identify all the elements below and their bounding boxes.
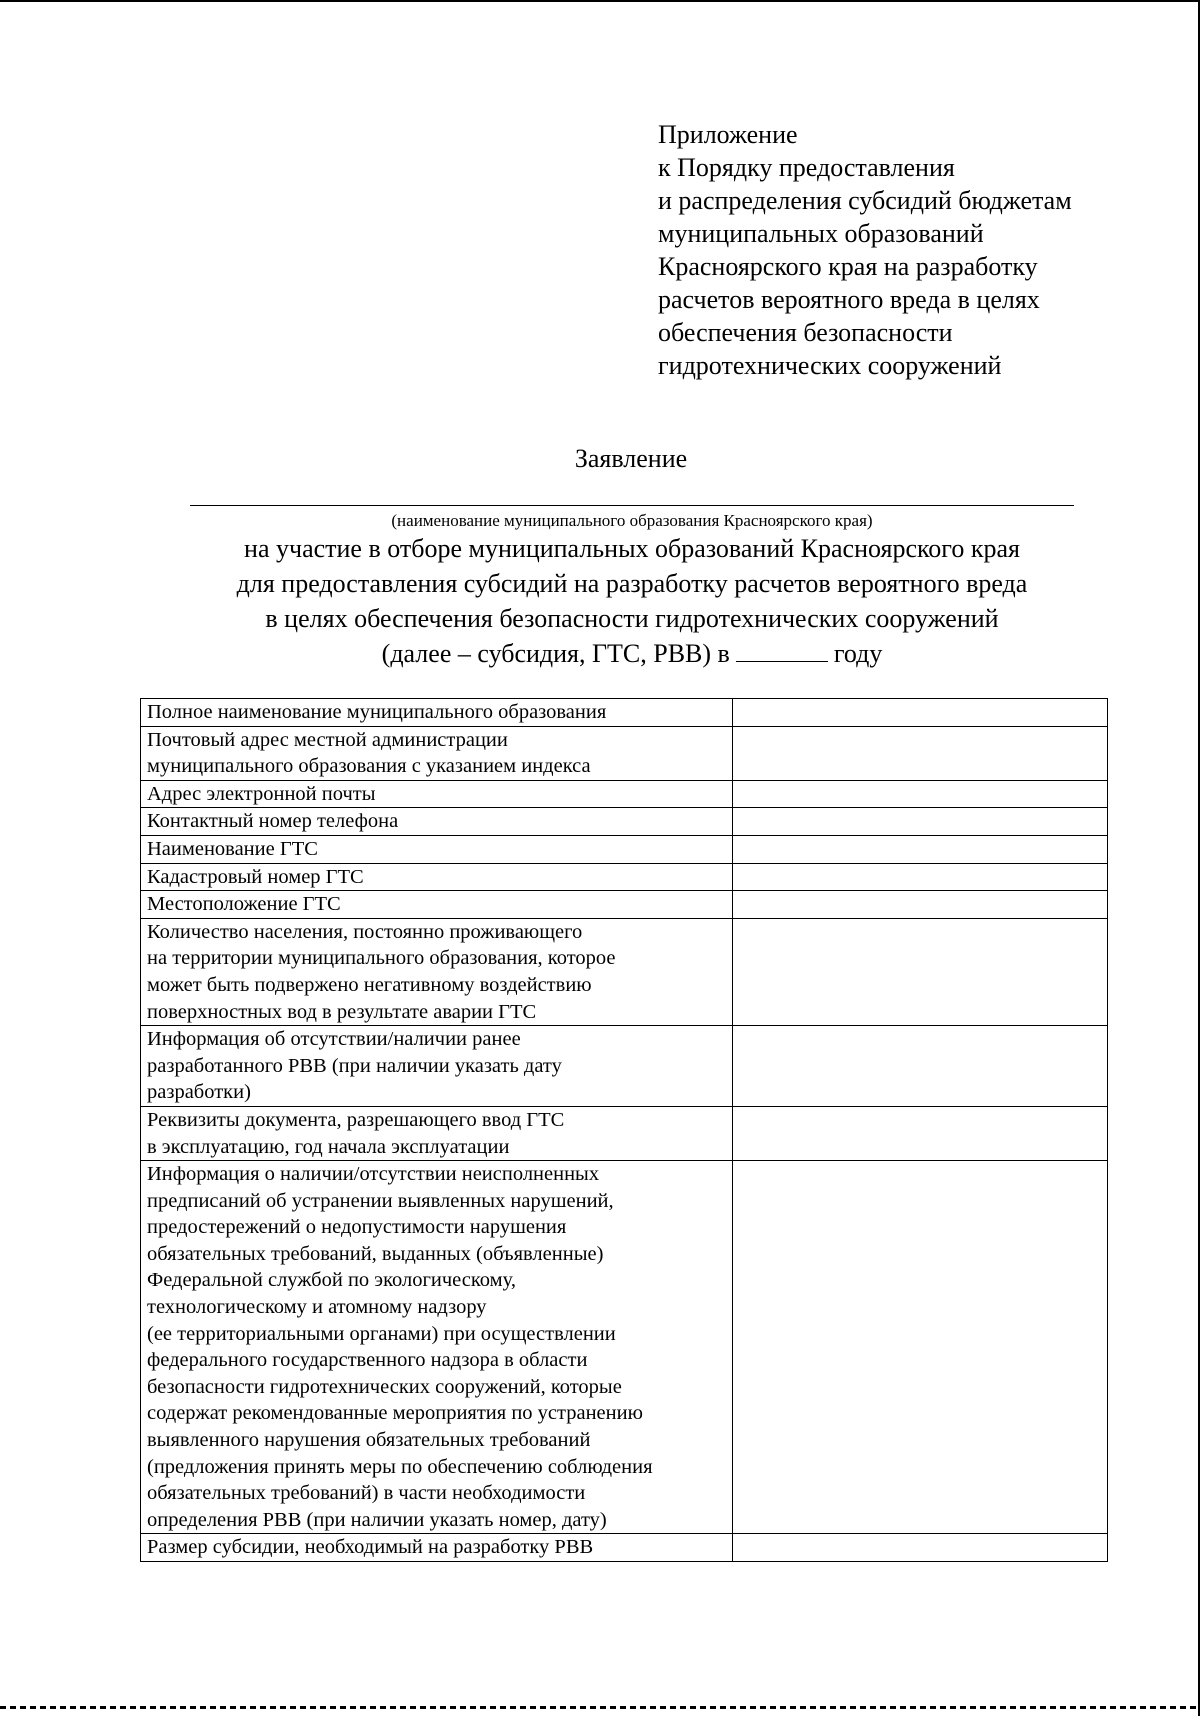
- form-field-value[interactable]: [732, 891, 1107, 919]
- form-field-label-line: Федеральной службой по экологическому,: [147, 1269, 516, 1292]
- subject-line: в целях обеспечения безопасности гидротехнических сооружений: [265, 604, 999, 633]
- municipality-name-blank[interactable]: [190, 505, 1074, 506]
- form-field-label: [141, 808, 733, 836]
- form-field-label-line: выявленного нарушения обязательных требований: [147, 1429, 591, 1452]
- form-field-label: [141, 1161, 733, 1534]
- form-field-label: [141, 891, 733, 919]
- form-field-label-line: обязательных требований) в части необходимости: [147, 1482, 586, 1505]
- subject-line-prefix: (далее – субсидия, ГТС, РВВ) в: [381, 639, 730, 668]
- form-field-label: [141, 699, 733, 727]
- form-field-label: [141, 1534, 733, 1562]
- form-field-label-line: Информация об отсутствии/наличии ранее: [147, 1028, 521, 1051]
- form-field-label-line: определения РВВ (при наличии указать номер, дату): [147, 1508, 607, 1531]
- form-field-label-line: Местоположение ГТС: [147, 893, 341, 916]
- appendix-line: и распределения субсидий бюджетам: [658, 186, 1072, 215]
- form-field-label-line: Информация о наличии/отсутствии неисполненных: [147, 1163, 600, 1186]
- subject-line: на участие в отборе муниципальных образований Красноярского края: [244, 534, 1020, 563]
- subject-line-suffix: году: [833, 639, 883, 668]
- application-form-table: [140, 698, 1108, 1562]
- form-row: [141, 891, 1108, 919]
- form-field-label-line: Почтовый адрес местной администрации: [147, 728, 508, 751]
- form-row: [141, 1026, 1108, 1107]
- appendix-heading: [658, 118, 1178, 382]
- form-field-value[interactable]: [732, 863, 1107, 891]
- form-row: [141, 726, 1108, 780]
- form-field-label-line: (ее территориальными органами) при осуществлении: [147, 1322, 616, 1345]
- form-field-value[interactable]: [732, 1106, 1107, 1160]
- appendix-line: муниципальных образований: [658, 219, 984, 248]
- form-field-label: [141, 1106, 733, 1160]
- form-field-value[interactable]: [732, 1026, 1107, 1107]
- form-row: [141, 1534, 1108, 1562]
- form-row: [141, 1161, 1108, 1534]
- subject-line: для предоставления субсидий на разработку расчетов вероятного вреда: [236, 569, 1028, 598]
- form-field-label-line: технологическому и атомному надзору: [147, 1296, 487, 1319]
- form-field-label-line: (предложения принять меры по обеспечению соблюдения: [147, 1455, 653, 1478]
- form-field-label-line: Контактный номер телефона: [147, 810, 399, 833]
- form-field-label-line: Полное наименование муниципального образования: [147, 701, 607, 723]
- municipality-name-caption: (наименование муниципального образования Красноярского края): [391, 511, 873, 530]
- appendix-line: Красноярского края на разработку: [658, 252, 1038, 281]
- form-row: [141, 863, 1108, 891]
- form-row: [141, 780, 1108, 808]
- page-edge-bottom: [0, 1706, 1200, 1709]
- form-row: [141, 918, 1108, 1025]
- form-field-value[interactable]: [732, 726, 1107, 780]
- appendix-line: расчетов вероятного вреда в целях: [658, 285, 1040, 314]
- form-field-label: [141, 863, 733, 891]
- document-title: Заявление: [574, 444, 688, 473]
- form-field-label-line: предписаний об устранении выявленных нарушений,: [147, 1189, 614, 1212]
- subject-line: [140, 636, 1124, 671]
- form-field-label-line: Адрес электронной почты: [147, 782, 376, 805]
- form-field-label-line: обязательных требований, выданных (объявленные): [147, 1242, 604, 1265]
- form-row: [141, 808, 1108, 836]
- form-field-label-line: муниципального образования с указанием индекса: [147, 755, 591, 778]
- form-field-label-line: разработанного РВВ (при наличии указать дату: [147, 1054, 562, 1077]
- form-row: [141, 1106, 1108, 1160]
- form-table-body: [141, 699, 1108, 1562]
- appendix-line: Приложение: [658, 120, 798, 149]
- form-field-value[interactable]: [732, 918, 1107, 1025]
- form-field-value[interactable]: [732, 808, 1107, 836]
- form-field-label-line: Размер субсидии, необходимый на разработку РВВ: [147, 1536, 594, 1559]
- form-field-label: [141, 835, 733, 863]
- form-field-value[interactable]: [732, 699, 1107, 727]
- form-field-label-line: в эксплуатацию, год начала эксплуатации: [147, 1135, 510, 1158]
- form-row: [141, 699, 1108, 727]
- appendix-line: к Порядку предоставления: [658, 153, 955, 182]
- appendix-line: обеспечения безопасности: [658, 318, 953, 347]
- form-field-label-line: может быть подвержено негативному воздействию: [147, 973, 592, 996]
- application-subject: [140, 531, 1124, 671]
- form-field-label-line: предостережений о недопустимости нарушения: [147, 1216, 567, 1239]
- form-field-label-line: безопасности гидротехнических сооружений, которые: [147, 1375, 622, 1398]
- form-field-value[interactable]: [732, 835, 1107, 863]
- page-edge-top: [0, 0, 1200, 2]
- form-field-label: [141, 780, 733, 808]
- form-field-label: [141, 918, 733, 1025]
- form-field-value[interactable]: [732, 1161, 1107, 1534]
- form-field-label-line: Наименование ГТС: [147, 837, 318, 860]
- form-field-value[interactable]: [732, 780, 1107, 808]
- form-field-label-line: разработки): [147, 1081, 251, 1104]
- form-field-label-line: на территории муниципального образования, которое: [147, 947, 616, 970]
- form-field-label-line: Количество населения, постоянно проживающего: [147, 920, 583, 943]
- form-field-label-line: Кадастровый номер ГТС: [147, 865, 364, 888]
- form-field-label: [141, 1026, 733, 1107]
- form-row: [141, 835, 1108, 863]
- form-field-label: [141, 726, 733, 780]
- year-blank[interactable]: [736, 637, 828, 662]
- form-field-value[interactable]: [732, 1534, 1107, 1562]
- form-field-label-line: федерального государственного надзора в области: [147, 1349, 588, 1372]
- form-field-label-line: поверхностных вод в результате аварии ГТС: [147, 1000, 537, 1023]
- form-field-label-line: Реквизиты документа, разрешающего ввод ГТС: [147, 1108, 565, 1131]
- form-field-label-line: содержат рекомендованные мероприятия по устранению: [147, 1402, 643, 1425]
- appendix-line: гидротехнических сооружений: [658, 351, 1002, 380]
